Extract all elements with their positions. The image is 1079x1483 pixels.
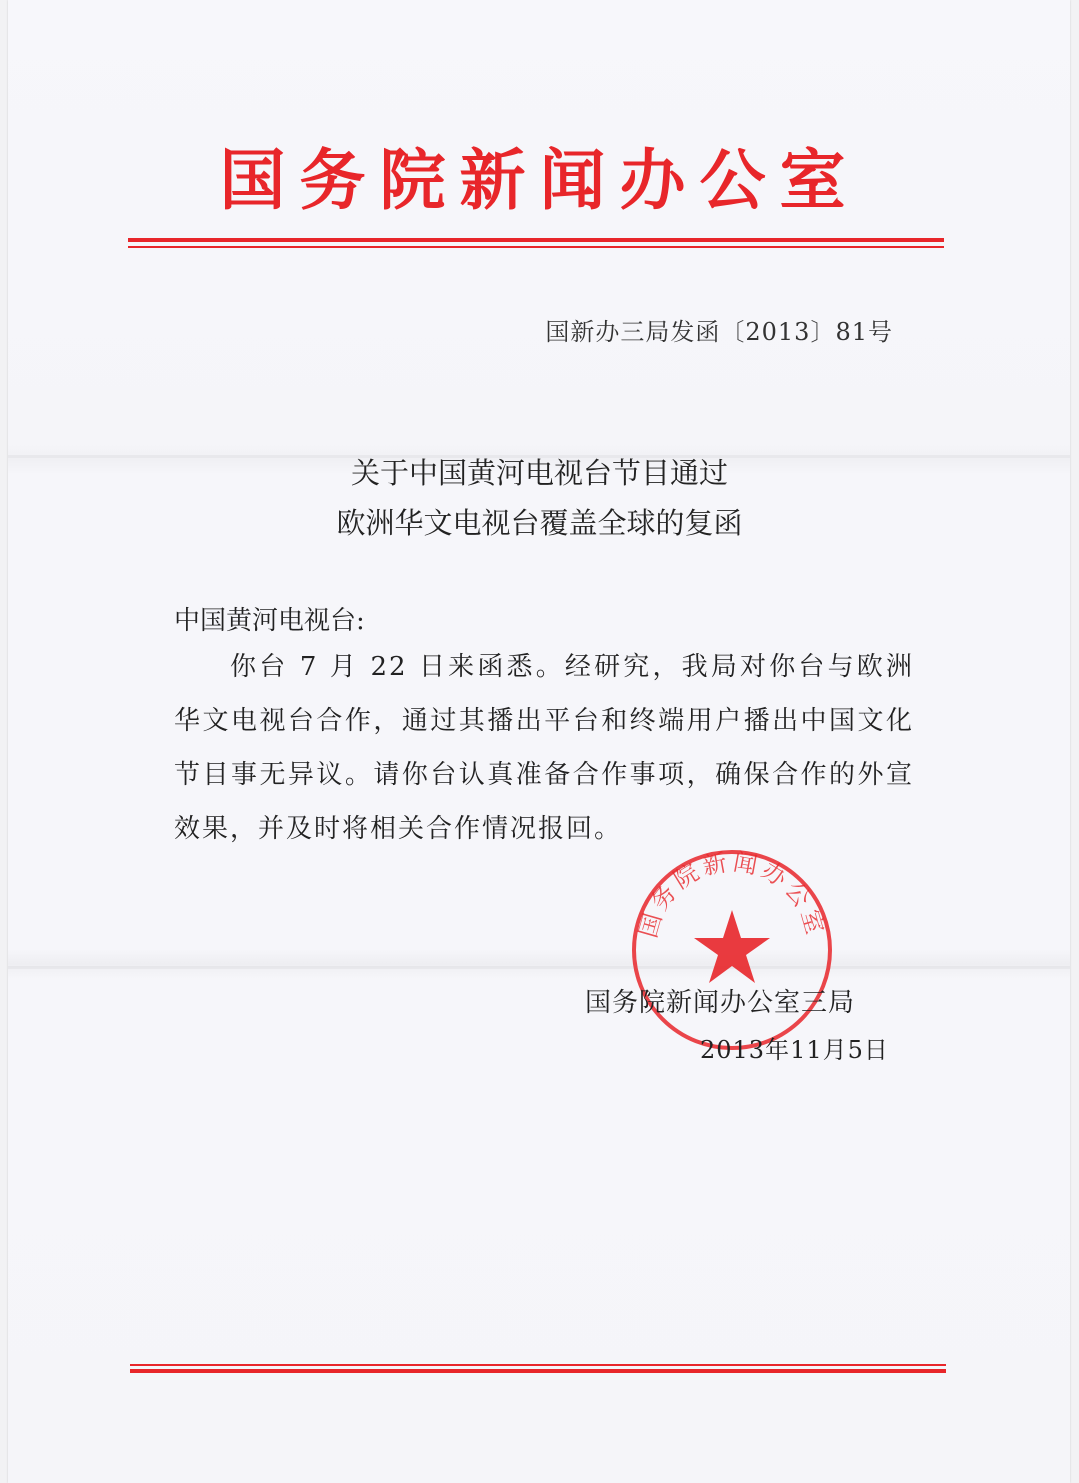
star-icon: [694, 910, 770, 983]
footer-rule-thick: [130, 1369, 946, 1373]
fold-line-bottom: [8, 966, 1070, 969]
signing-date: 2013年11月5日: [700, 1036, 889, 1064]
footer-rule-thin: [130, 1364, 946, 1366]
body-paragraph: 你台 7 月 22 日来函悉。经研究，我局对你台与欧洲华文电视台合作，通过其播出平台和终端用户播出中国文化节目事无异议。请你台认真准备合作事项，确保合作的外宣效果，并及时将相关合作情况报回。: [174, 652, 914, 844]
document-number: 国新办三局发函〔2013〕81号: [545, 318, 893, 346]
header-rule-thick: [128, 238, 944, 242]
signing-office: 国务院新闻办公室三局: [585, 988, 856, 1018]
document-title: [0, 448, 1079, 548]
salutation: 中国黄河电视台:: [174, 606, 365, 636]
header-rule-thin: [128, 246, 944, 248]
letterhead-title: 国务院新闻办公室: [219, 141, 860, 219]
document-title-line-2: 欧洲华文电视台覆盖全球的复函: [336, 506, 743, 540]
seal-text: 国务院新闻办公室: [633, 847, 831, 941]
official-seal: [628, 846, 836, 1054]
document-title-line-1: 关于中国黄河电视台节目通过: [350, 456, 728, 490]
